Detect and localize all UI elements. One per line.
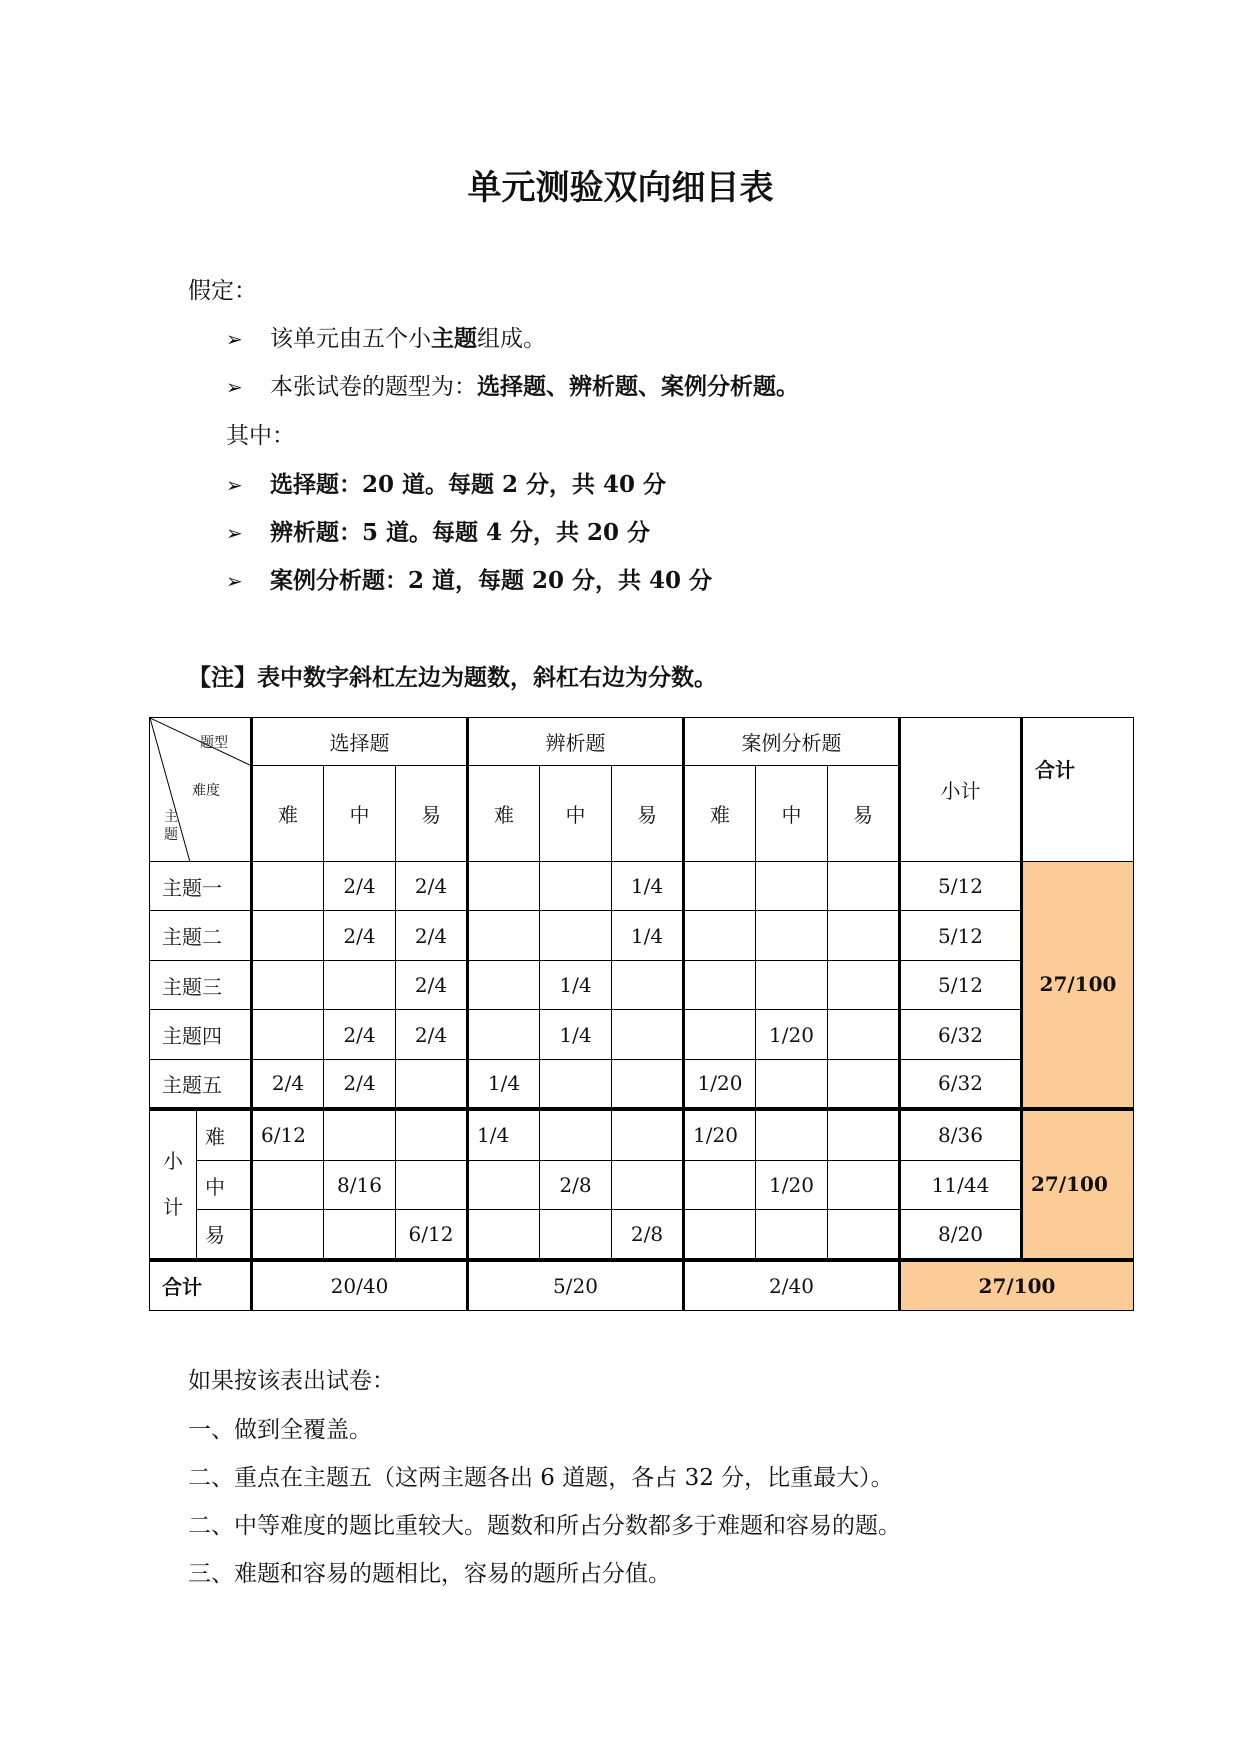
table-cell: 6/12: [396, 1210, 468, 1260]
conclusion-item: 一、做到全覆盖。: [188, 1417, 372, 1443]
table-cell: [828, 1161, 900, 1210]
table-cell: [756, 1109, 828, 1161]
row-label: 主题一: [150, 862, 252, 911]
table-cell: 1/4: [540, 961, 612, 1010]
item-text: 选择题：20 道。每题 2 分，共 40 分: [270, 471, 667, 498]
table-row: [150, 862, 1134, 911]
table-cell: [756, 1210, 828, 1260]
table-cell: 1/4: [540, 1010, 612, 1060]
row-label: 主题二: [150, 911, 252, 961]
table-cell: [828, 1010, 900, 1060]
level-header: 难: [252, 766, 324, 862]
level-header: 易: [396, 766, 468, 862]
diagonal-header-cell: [150, 718, 252, 862]
table-cell: [612, 1010, 684, 1060]
row-subtotal: 8/36: [900, 1109, 1022, 1161]
sub-label: 其中：: [226, 423, 295, 449]
table-cell: [684, 911, 756, 961]
table-cell: [468, 961, 540, 1010]
subtotal-header: 小计: [900, 718, 1022, 862]
specification-table: [149, 717, 1134, 1311]
level-header: 易: [612, 766, 684, 862]
item-text: 本张试卷的题型为：: [270, 374, 477, 400]
table-cell: [324, 961, 396, 1010]
table-cell: [684, 1010, 756, 1060]
row-label: 易: [197, 1210, 252, 1260]
table-row: [150, 1260, 1134, 1311]
table-cell: [324, 1109, 396, 1161]
table-cell: [612, 1060, 684, 1109]
table-cell: [684, 862, 756, 911]
table-cell: [756, 911, 828, 961]
diag-topic-label-2: 题: [164, 827, 178, 843]
footer-value: 5/20: [468, 1260, 684, 1311]
table-cell: 1/4: [612, 911, 684, 961]
table-cell: [540, 1060, 612, 1109]
table-cell: [252, 961, 324, 1010]
table-cell: [684, 1210, 756, 1260]
table-cell: [540, 862, 612, 911]
group-header-case: 案例分析题: [684, 718, 900, 766]
table-row: [150, 1161, 1134, 1210]
table-cell: [468, 1210, 540, 1260]
table-cell: [756, 1060, 828, 1109]
table-cell: [396, 1109, 468, 1161]
table-cell: 2/4: [396, 1010, 468, 1060]
list-item: [226, 368, 799, 401]
table-cell: 1/4: [612, 862, 684, 911]
diag-topic-label-1: 主: [164, 809, 178, 825]
table-cell: [468, 911, 540, 961]
table-cell: [612, 961, 684, 1010]
table-cell: 1/20: [756, 1010, 828, 1060]
group-header-analysis: 辨析题: [468, 718, 684, 766]
table-cell: [828, 1060, 900, 1109]
table-cell: [828, 911, 900, 961]
list-item: [226, 514, 650, 547]
table-row: [150, 1210, 1134, 1260]
table-cell: [252, 862, 324, 911]
table-cell: 2/4: [324, 911, 396, 961]
diag-difficulty-label: 难度: [192, 783, 220, 799]
item-text: 案例分析题：2 道，每题 20 分，共 40 分: [270, 567, 713, 594]
level-header: 中: [540, 766, 612, 862]
table-cell: [252, 1210, 324, 1260]
item-bold-text: 主题: [431, 325, 477, 352]
conclusion-item: 二、中等难度的题比重较大。题数和所占分数都多于难题和容易的题。: [188, 1513, 901, 1539]
level-header: 易: [828, 766, 900, 862]
footer-value: 2/40: [684, 1260, 900, 1311]
table-cell: [756, 862, 828, 911]
table-cell: [396, 1161, 468, 1210]
level-header: 中: [756, 766, 828, 862]
diag-type-label: 题型: [200, 735, 228, 751]
table-cell: [540, 1210, 612, 1260]
table-cell: [468, 862, 540, 911]
table-cell: [252, 1010, 324, 1060]
row-subtotal: 6/32: [900, 1010, 1022, 1060]
table-cell: [684, 1161, 756, 1210]
footer-label: 合计: [150, 1260, 252, 1311]
table-cell: [540, 911, 612, 961]
table-row: [150, 911, 1134, 961]
arrow-bullet-icon: ➢: [226, 521, 243, 545]
conclusion-lead: 如果按该表出试卷：: [188, 1368, 395, 1394]
item-text: 该单元由五个小: [270, 326, 431, 352]
table-cell: 2/4: [324, 1060, 396, 1109]
table-cell: [828, 1109, 900, 1161]
item-text: 组成。: [477, 326, 546, 352]
subtotal-group-char: 计: [163, 1195, 183, 1219]
arrow-bullet-icon: ➢: [226, 569, 243, 593]
table-cell: [828, 1210, 900, 1260]
level-total: 27/100: [1022, 1109, 1134, 1260]
row-label: 主题五: [150, 1060, 252, 1109]
table-cell: [756, 961, 828, 1010]
table-cell: 1/20: [684, 1109, 756, 1161]
total-header: 合计: [1022, 718, 1134, 862]
subtotal-group-char: 小: [163, 1149, 183, 1173]
row-subtotal: 6/32: [900, 1060, 1022, 1109]
arrow-bullet-icon: ➢: [226, 327, 243, 351]
list-item: [226, 320, 546, 353]
row-subtotal: 8/20: [900, 1210, 1022, 1260]
row-subtotal: 5/12: [900, 911, 1022, 961]
grand-total: 27/100: [900, 1260, 1134, 1311]
row-subtotal: 5/12: [900, 961, 1022, 1010]
arrow-bullet-icon: ➢: [226, 375, 243, 399]
table-row: [150, 1060, 1134, 1109]
row-label: 中: [197, 1161, 252, 1210]
item-bold-text: 选择题、辨析题、案例分析题。: [477, 373, 799, 400]
level-header: 中: [324, 766, 396, 862]
row-subtotal: 11/44: [900, 1161, 1022, 1210]
page-title: 单元测验双向细目表: [467, 168, 774, 208]
row-subtotal: 5/12: [900, 862, 1022, 911]
footer-value: 20/40: [252, 1260, 468, 1311]
table-cell: [252, 911, 324, 961]
level-header: 难: [684, 766, 756, 862]
row-label: 主题三: [150, 961, 252, 1010]
table-cell: 2/4: [324, 862, 396, 911]
row-label: 难: [197, 1109, 252, 1161]
table-cell: [468, 1010, 540, 1060]
table-row: [150, 961, 1134, 1010]
table-note: 【注】表中数字斜杠左边为题数，斜杠右边为分数。: [188, 664, 717, 691]
table-cell: 2/4: [252, 1060, 324, 1109]
table-cell: 1/4: [468, 1109, 540, 1161]
table-cell: [612, 1109, 684, 1161]
arrow-bullet-icon: ➢: [226, 473, 243, 497]
table-cell: 2/8: [540, 1161, 612, 1210]
list-item: [226, 466, 666, 499]
subtotal-group-label: [150, 1109, 197, 1260]
topic-total: 27/100: [1022, 862, 1134, 1109]
table-cell: [396, 1060, 468, 1109]
conclusion-item: 三、难题和容易的题相比，容易的题所占分值。: [188, 1561, 671, 1587]
group-header-choice: 选择题: [252, 718, 468, 766]
table-cell: [540, 1109, 612, 1161]
table-cell: 8/16: [324, 1161, 396, 1210]
table-cell: 1/20: [684, 1060, 756, 1109]
table-cell: 2/4: [396, 911, 468, 961]
table-cell: 1/4: [468, 1060, 540, 1109]
table-cell: [252, 1161, 324, 1210]
table-row: [150, 1109, 1134, 1161]
table-cell: 2/4: [396, 961, 468, 1010]
table-cell: 2/4: [396, 862, 468, 911]
level-header: 难: [468, 766, 540, 862]
table-cell: 2/8: [612, 1210, 684, 1260]
table-cell: 1/20: [756, 1161, 828, 1210]
intro-label: 假定：: [188, 278, 257, 304]
conclusion-item: 二、重点在主题五（这两主题各出 6 道题，各占 32 分，比重最大）。: [188, 1465, 894, 1491]
table-row: [150, 1010, 1134, 1060]
table-cell: [828, 862, 900, 911]
table-cell: [612, 1161, 684, 1210]
table-cell: [468, 1161, 540, 1210]
table-cell: 6/12: [252, 1109, 324, 1161]
table-cell: [684, 961, 756, 1010]
table-cell: 2/4: [324, 1010, 396, 1060]
table-cell: [324, 1210, 396, 1260]
list-item: [226, 562, 712, 595]
item-text: 辨析题：5 道。每题 4 分，共 20 分: [270, 519, 651, 546]
table-cell: [828, 961, 900, 1010]
row-label: 主题四: [150, 1010, 252, 1060]
